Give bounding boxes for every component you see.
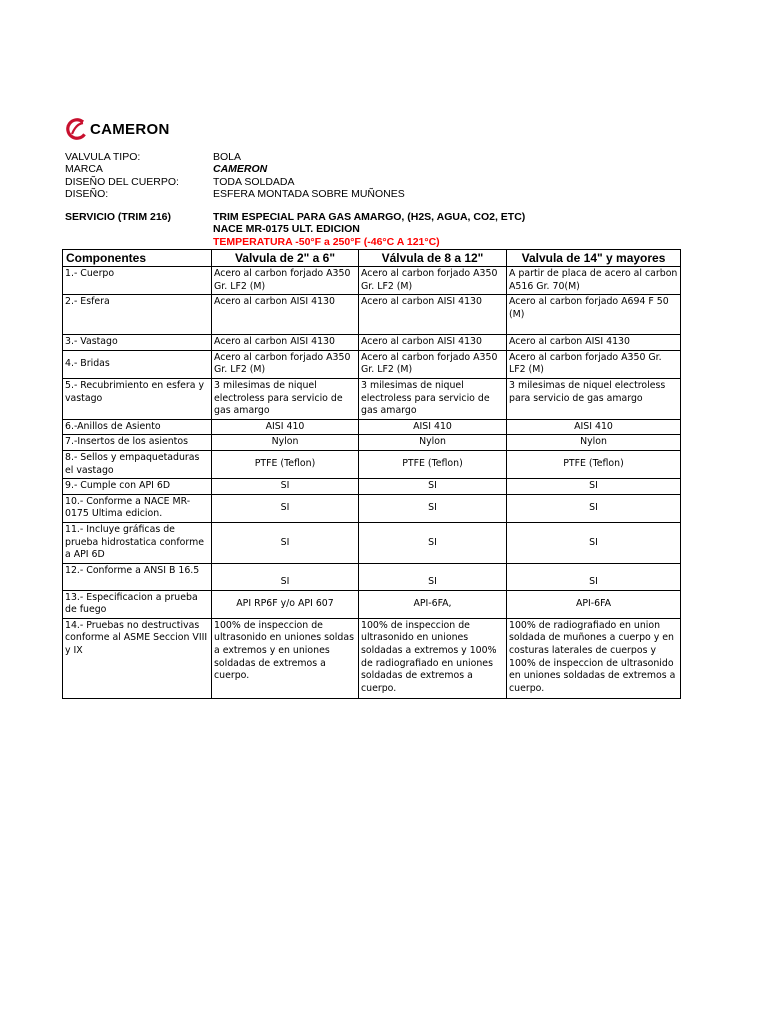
table-cell: 100% de radiografiado en union soldada de muñones a cuerpo y en costuras laterales de cuerpos y 100% de inspeccion de ultrasonido en uniones soldadas de extremos a cuerpo. — [507, 618, 681, 698]
table-cell: 100% de inspeccion de ultrasonido en uniones soldas a extremos y en uniones soldadas de extremos a cuerpo. — [212, 618, 359, 698]
cameron-logo — [66, 117, 170, 141]
table-cell: Nylon — [507, 435, 681, 451]
table-cell: Acero al carbon AISI 4130 — [507, 335, 681, 351]
table-cell: 11.- Incluye gráficas de prueba hidrostatica conforme a API 6D — [63, 522, 212, 563]
table-row — [63, 494, 681, 522]
table-row — [63, 378, 681, 419]
info-row-design — [65, 188, 405, 200]
table-cell: SI — [212, 494, 359, 522]
table-cell: Acero al carbon forjado A350 Gr. LF2 (M) — [359, 350, 507, 378]
column-header: Valvula de 14" y mayores — [507, 250, 681, 267]
table-cell: SI — [359, 494, 507, 522]
table-cell: A partir de placa de acero al carbon A516 Gr. 70(M) — [507, 267, 681, 295]
column-header: Válvula de 8 a 12" — [359, 250, 507, 267]
table-cell: Acero al carbon forjado A350 Gr. LF2 (M) — [212, 350, 359, 378]
table-cell: SI — [212, 479, 359, 495]
info-row-body-design — [65, 176, 405, 188]
table-cell: 13.- Especificacion a prueba de fuego — [63, 590, 212, 618]
info-row-brand — [65, 163, 405, 175]
info-label: VALVULA TIPO: — [65, 151, 141, 163]
service-line-1: TRIM ESPECIAL PARA GAS AMARGO, (H2S, AGUA, CO2, ETC) — [213, 211, 526, 223]
table-row — [63, 267, 681, 295]
table-cell: PTFE (Teflon) — [359, 450, 507, 478]
info-value: ESFERA MONTADA SOBRE MUÑONES — [213, 188, 405, 201]
service-row-1 — [65, 211, 525, 223]
table-cell: Acero al carbon AISI 4130 — [359, 295, 507, 335]
table-cell: SI — [212, 522, 359, 563]
info-value: CAMERON — [213, 163, 268, 176]
service-spacer — [65, 236, 213, 248]
table-cell: Nylon — [212, 435, 359, 451]
table-cell: 8.- Sellos y empaquetaduras el vastago — [63, 450, 212, 478]
table-cell: PTFE (Teflon) — [212, 450, 359, 478]
table-cell: API-6FA — [507, 590, 681, 618]
table-cell: SI — [507, 494, 681, 522]
table-cell: SI — [507, 479, 681, 495]
table-row — [63, 435, 681, 451]
table-cell: Acero al carbon forjado A350 Gr. LF2 (M) — [212, 267, 359, 295]
service-row-3 — [65, 236, 525, 248]
table-cell: Acero al carbon forjado A350 Gr. LF2 (M) — [507, 350, 681, 378]
table-cell: 3.- Vastago — [63, 335, 212, 351]
service-row-2 — [65, 223, 525, 235]
table-cell: Acero al carbon forjado A350 Gr. LF2 (M) — [359, 267, 507, 295]
table-header-row — [63, 250, 681, 267]
table-cell: 100% de inspeccion de ultrasonido en uniones soldadas a extremos y 100% de radiografiado en uniones soldadas de extremos a cuerpo. — [359, 618, 507, 698]
table-cell: PTFE (Teflon) — [507, 450, 681, 478]
table-cell: SI — [359, 522, 507, 563]
table-cell: SI — [359, 479, 507, 495]
components-table — [62, 249, 681, 699]
column-header: Componentes — [63, 250, 212, 267]
service-spacer — [65, 223, 213, 235]
table-row — [63, 590, 681, 618]
table-cell: 7.-Insertos de los asientos — [63, 435, 212, 451]
table-cell: 2.- Esfera — [63, 295, 212, 335]
table-cell: Acero al carbon AISI 4130 — [359, 335, 507, 351]
table-cell: 9.- Cumple con API 6D — [63, 479, 212, 495]
table-cell: 3 milesimas de niquel electroless para servicio de gas amargo — [359, 378, 507, 419]
table-cell: 3 milesimas de niquel electroless para servicio de gas amargo — [507, 378, 681, 419]
table-cell: AISI 410 — [212, 419, 359, 435]
table-cell: 4.- Bridas — [63, 350, 212, 378]
service-block — [65, 211, 525, 248]
table-row — [63, 335, 681, 351]
table-cell: API RP6F y/o API 607 — [212, 590, 359, 618]
table-cell: Nylon — [359, 435, 507, 451]
table-row — [63, 522, 681, 563]
info-row-valve-type — [65, 151, 405, 163]
table-cell: Acero al carbon AISI 4130 — [212, 295, 359, 335]
table-cell: API-6FA, — [359, 590, 507, 618]
column-header: Valvula de 2" a 6" — [212, 250, 359, 267]
table-row — [63, 419, 681, 435]
table-cell: 14.- Pruebas no destructivas conforme al ASME Seccion VIII y IX — [63, 618, 212, 698]
table-cell: 6.-Anillos de Asiento — [63, 419, 212, 435]
service-label: SERVICIO (TRIM 216) — [65, 211, 171, 223]
table-row — [63, 618, 681, 698]
temperature-warning: TEMPERATURA -50°F a 250°F (-46°C A 121°C) — [213, 235, 440, 248]
table-cell: 12.- Conforme a ANSI B 16.5 — [63, 563, 212, 590]
service-line-2: NACE MR-0175 ULT. EDICION — [213, 223, 360, 236]
info-label: DISEÑO: — [65, 188, 109, 201]
table-cell: AISI 410 — [359, 419, 507, 435]
table-cell: 1.- Cuerpo — [63, 267, 212, 295]
table-cell: 10.- Conforme a NACE MR-0175 Ultima edicion. — [63, 494, 212, 522]
table-cell: 3 milesimas de niquel electroless para servicio de gas amargo — [212, 378, 359, 419]
table-cell: SI — [212, 563, 359, 590]
info-label: DISEÑO DEL CUERPO: — [65, 175, 179, 188]
table-cell: Acero al carbon forjado A694 F 50 (M) — [507, 295, 681, 335]
table-cell: AISI 410 — [507, 419, 681, 435]
table-row — [63, 479, 681, 495]
cameron-logo-text: CAMERON — [90, 120, 170, 138]
valve-info — [65, 151, 405, 201]
table-cell: 5.- Recubrimiento en esfera y vastago — [63, 378, 212, 419]
table-cell: SI — [507, 563, 681, 590]
cameron-logo-icon — [66, 118, 88, 140]
table-row — [63, 450, 681, 478]
table-row — [63, 563, 681, 590]
table-row — [63, 295, 681, 335]
table-row — [63, 350, 681, 378]
table-cell: Acero al carbon AISI 4130 — [212, 335, 359, 351]
info-value: TODA SOLDADA — [213, 175, 295, 188]
table-cell: SI — [507, 522, 681, 563]
info-value: BOLA — [213, 151, 242, 163]
info-label: MARCA — [65, 163, 103, 176]
table-cell: SI — [359, 563, 507, 590]
